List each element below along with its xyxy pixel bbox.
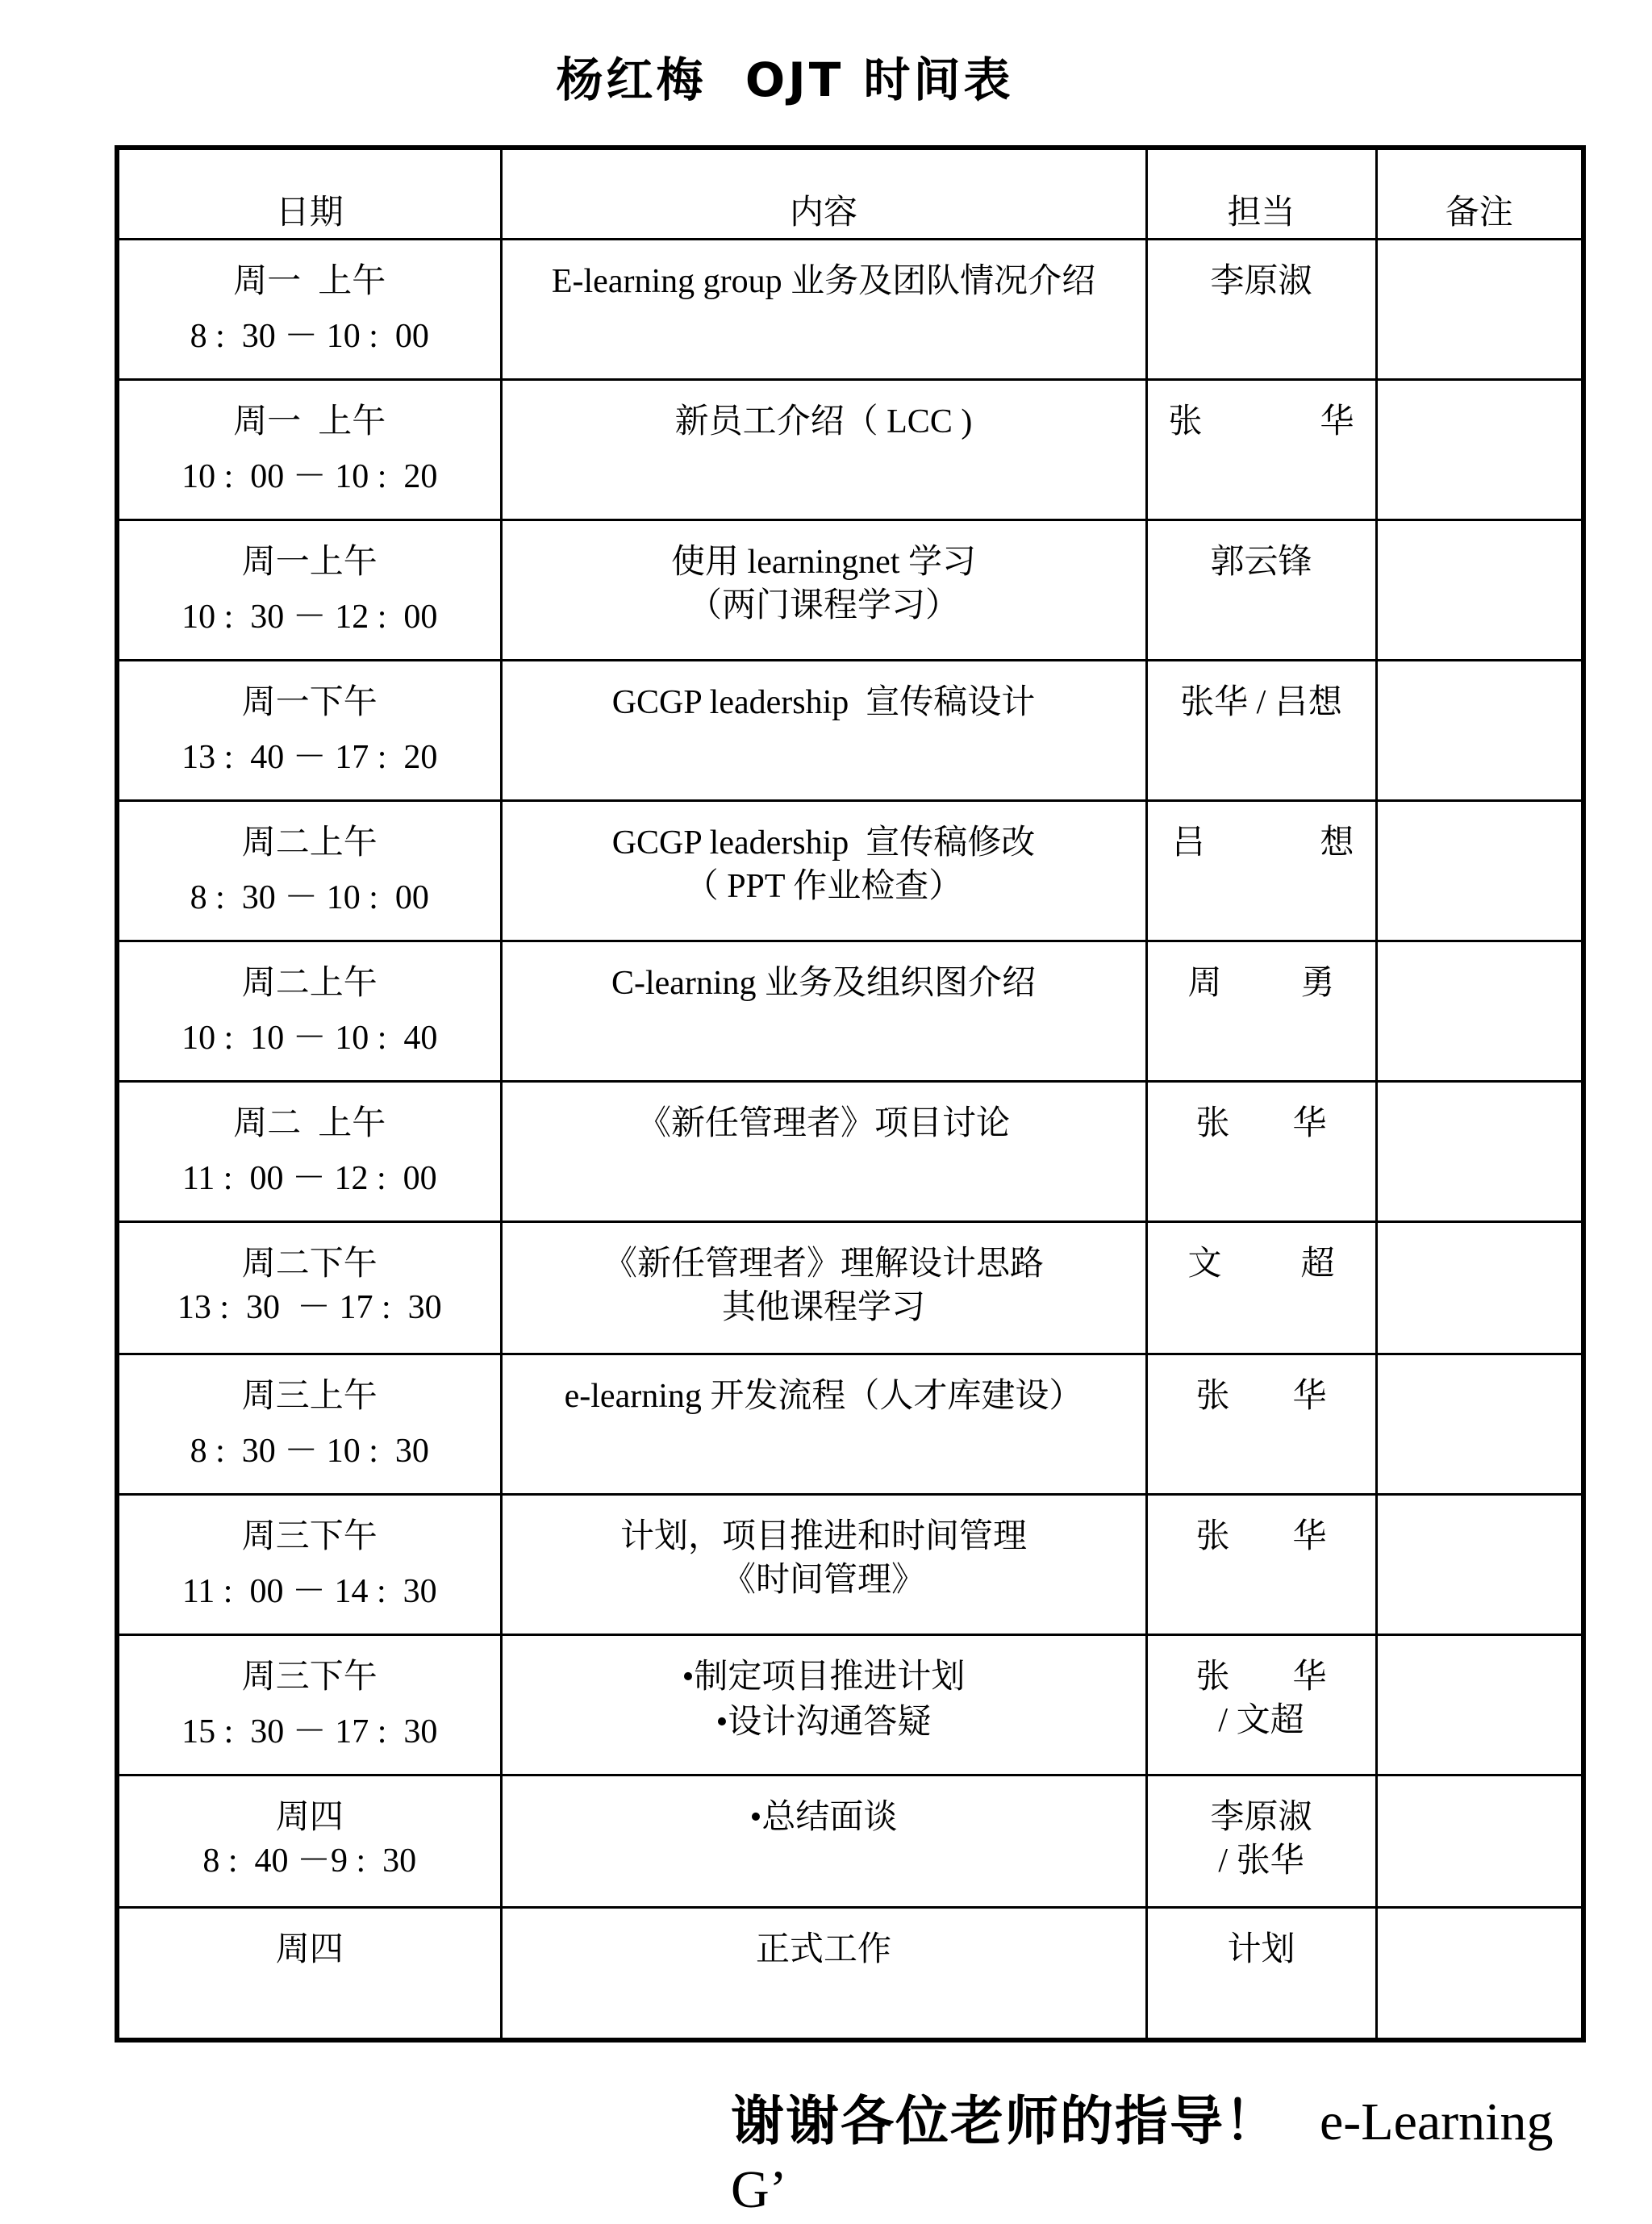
owner-name: 李原淑 (1210, 1799, 1312, 1836)
content-line: •制定项目推进计划 (682, 1659, 966, 1696)
content-line: 计划，项目推进和时间管理 (620, 1518, 1027, 1555)
owner-name (1148, 400, 1375, 444)
owner-cell (1146, 1495, 1376, 1635)
owner-name-part: 华 (1292, 1659, 1327, 1696)
owner-name-part: 勇 (1300, 965, 1335, 1002)
table-row (117, 1908, 1583, 2040)
time-range: 8 : 30 － 10 : 30 (190, 1433, 429, 1470)
owner-name-part: 张 (1195, 1659, 1230, 1696)
table-header-row (117, 148, 1583, 240)
day-label: 周三下午 (241, 1659, 378, 1696)
time-range: 11 : 00 － 14 : 30 (181, 1573, 437, 1610)
owner-cell (1146, 1775, 1376, 1908)
owner-name (1148, 1655, 1375, 1699)
table-row (117, 941, 1583, 1082)
owner-cell (1146, 1354, 1376, 1495)
table-row (117, 1635, 1583, 1775)
content-cell (501, 941, 1146, 1082)
note-cell (1376, 520, 1583, 661)
owner-name-part: 张 (1195, 1105, 1230, 1142)
owner-name-part: 华 (1292, 1105, 1327, 1142)
date-cell (117, 1082, 501, 1222)
content-cell (501, 240, 1146, 380)
content-cell (501, 801, 1146, 941)
date-cell (117, 801, 501, 941)
owner-name: 张华 / 吕想 (1180, 684, 1342, 721)
day-label: 周一下午 (241, 684, 378, 721)
day-label: 周一 上午 (233, 403, 386, 440)
day-label: 周二上午 (241, 965, 378, 1002)
header-content: 内容 (501, 148, 1146, 240)
content-line: 正式工作 (755, 1931, 891, 1968)
time-range: 13 : 40 － 17 : 20 (181, 739, 438, 776)
owner-name: / 文超 (1218, 1702, 1304, 1739)
table-row (117, 661, 1583, 801)
owner-cell (1146, 1222, 1376, 1354)
date-cell (117, 1775, 501, 1908)
note-cell (1376, 941, 1583, 1082)
owner-cell (1146, 240, 1376, 380)
date-cell (117, 941, 501, 1082)
table-row (117, 1775, 1583, 1908)
time-range: 8 : 40 －9 : 30 (202, 1842, 417, 1880)
date-cell (117, 380, 501, 520)
note-cell (1376, 661, 1583, 801)
content-line: （两门课程学习） (687, 587, 959, 624)
owner-name-part: 吕 (1171, 824, 1206, 862)
content-cell (501, 1775, 1146, 1908)
owner-cell (1146, 661, 1376, 801)
header-date: 日期 (117, 148, 501, 240)
content-cell (501, 661, 1146, 801)
owner-name (1148, 821, 1375, 865)
footer (731, 2088, 1618, 2224)
header-note: 备注 (1376, 148, 1583, 240)
owner-name (1148, 1375, 1375, 1418)
date-cell (117, 520, 501, 661)
owner-name-part: 张 (1195, 1378, 1230, 1415)
time-range: 10 : 10 － 10 : 40 (181, 1020, 438, 1057)
table-row (117, 1082, 1583, 1222)
day-label: 周四 (275, 1931, 344, 1968)
note-cell (1376, 380, 1583, 520)
content-line: 其他课程学习 (721, 1289, 925, 1326)
content-line: •设计沟通答疑 (715, 1704, 932, 1741)
owner-name-part: 张 (1168, 403, 1203, 440)
brand-text: e-Learning G’ (731, 2093, 1554, 2219)
date-cell (117, 1495, 501, 1635)
date-cell (117, 1222, 501, 1354)
owner-name-part: 想 (1320, 824, 1354, 862)
owner-name: 李原淑 (1210, 263, 1312, 300)
owner-name-part: 华 (1292, 1378, 1327, 1415)
time-range: 13 : 30 － 17 : 30 (177, 1289, 442, 1326)
table-row (117, 801, 1583, 941)
date-cell (117, 1635, 501, 1775)
owner-cell (1146, 801, 1376, 941)
content-line: E-learning group 业务及团队情况介绍 (551, 263, 1096, 300)
page-title: 杨红梅 OJT 时间表 (556, 52, 1014, 107)
table-row (117, 520, 1583, 661)
content-line: e-learning 开发流程（人才库建设） (564, 1378, 1083, 1415)
ojt-schedule-table (115, 145, 1586, 2042)
content-line: C-learning 业务及组织图介绍 (611, 965, 1037, 1002)
note-cell (1376, 1908, 1583, 2040)
owner-cell (1146, 520, 1376, 661)
owner-name (1148, 1102, 1375, 1145)
content-cell (501, 1354, 1146, 1495)
table-row (117, 240, 1583, 380)
time-range: 11 : 00 － 12 : 00 (181, 1160, 437, 1197)
day-label: 周四 (275, 1799, 344, 1836)
note-cell (1376, 801, 1583, 941)
time-range: 8 : 30 － 10 : 00 (190, 879, 429, 916)
table-row (117, 1495, 1583, 1635)
time-range: 15 : 30 － 17 : 30 (181, 1713, 438, 1750)
header-owner: 担当 (1146, 148, 1376, 240)
content-line: 使用 learningnet 学习 (671, 544, 976, 581)
day-label: 周二 上午 (233, 1105, 386, 1142)
table-row (117, 380, 1583, 520)
time-range: 8 : 30 － 10 : 00 (190, 318, 429, 355)
content-cell (501, 1495, 1146, 1635)
content-cell (501, 1222, 1146, 1354)
day-label: 周二上午 (241, 824, 378, 862)
note-cell (1376, 1635, 1583, 1775)
owner-cell (1146, 1635, 1376, 1775)
content-cell (501, 520, 1146, 661)
content-line: 《时间管理》 (721, 1562, 925, 1599)
note-cell (1376, 1354, 1583, 1495)
content-line: GCGP leadership 宣传稿设计 (611, 684, 1036, 721)
day-label: 周三上午 (241, 1378, 378, 1415)
day-label: 周二下午 (241, 1246, 378, 1283)
content-cell (501, 1082, 1146, 1222)
content-line: GCGP leadership 宣传稿修改 (611, 824, 1036, 862)
day-label: 周三下午 (241, 1518, 378, 1555)
owner-name: 计划 (1227, 1931, 1295, 1968)
date-cell (117, 1354, 501, 1495)
date-cell (117, 661, 501, 801)
note-cell (1376, 1222, 1583, 1354)
owner-name-part: 超 (1300, 1246, 1335, 1283)
owner-name-part: 文 (1187, 1246, 1222, 1283)
content-cell (501, 1635, 1146, 1775)
day-label: 周一上午 (241, 544, 378, 581)
owner-name-part: 张 (1195, 1518, 1230, 1555)
owner-name: / 张华 (1218, 1842, 1304, 1880)
time-range: 10 : 00 － 10 : 20 (181, 458, 438, 495)
content-cell (501, 380, 1146, 520)
owner-name-part: 华 (1292, 1518, 1327, 1555)
owner-name (1148, 1515, 1375, 1558)
content-line: 《新任管理者》项目讨论 (636, 1105, 1010, 1142)
note-cell (1376, 1495, 1583, 1635)
owner-name-part: 周 (1187, 965, 1222, 1002)
content-line: （ PPT 作业检查） (684, 868, 963, 905)
owner-cell (1146, 941, 1376, 1082)
owner-name (1148, 1242, 1375, 1286)
owner-cell (1146, 1082, 1376, 1222)
owner-name-part: 华 (1320, 403, 1354, 440)
content-line: •总结面谈 (749, 1799, 898, 1836)
note-cell (1376, 1082, 1583, 1222)
date-cell (117, 1908, 501, 2040)
content-line: 《新任管理者》理解设计思路 (603, 1246, 1044, 1283)
table-row (117, 1354, 1583, 1495)
table-row (117, 1222, 1583, 1354)
content-cell (501, 1908, 1146, 2040)
content-line: 新员工介绍（ LCC ) (674, 403, 973, 440)
note-cell (1376, 240, 1583, 380)
note-cell (1376, 1775, 1583, 1908)
time-range: 10 : 30 － 12 : 00 (181, 599, 438, 636)
owner-name: 郭云锋 (1210, 544, 1312, 581)
thanks-text: 谢谢各位老师的指导！ (731, 2090, 1279, 2152)
owner-name (1148, 962, 1375, 1005)
owner-cell (1146, 1908, 1376, 2040)
date-cell (117, 240, 501, 380)
day-label: 周一 上午 (233, 263, 386, 300)
owner-cell (1146, 380, 1376, 520)
